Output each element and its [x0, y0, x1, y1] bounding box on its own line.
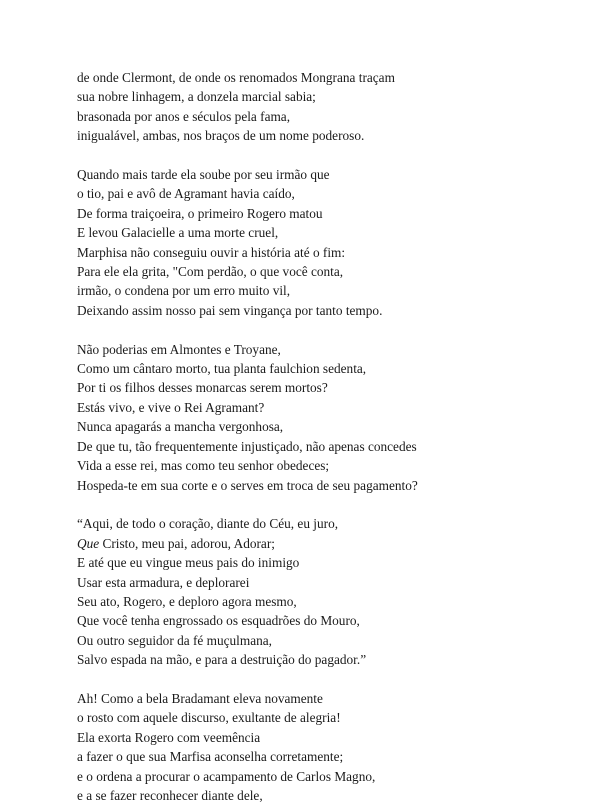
verse-line: irmão, o condena por um erro muito vil,	[77, 283, 291, 299]
stanza-1	[77, 68, 587, 146]
verse-line: Como um cântaro morto, tua planta faulchion sedenta,	[77, 361, 367, 377]
verse-line: e a se fazer reconhecer diante dele,	[77, 787, 263, 803]
stanza-3	[77, 340, 587, 495]
verse-line: Marphisa não conseguiu ouvir a história até o fim:	[77, 244, 346, 260]
verse-line: “Aqui, de todo o coração, diante do Céu, eu juro,	[77, 516, 339, 532]
verse-line: Que você tenha engrossado os esquadrões do Mouro,	[77, 613, 360, 629]
verse-line: Deixando assim nosso pai sem vingança por tanto tempo.	[77, 302, 383, 318]
verse-line: Estás vivo, e vive o Rei Agramant?	[77, 399, 265, 415]
verse-line-with-italic	[77, 534, 587, 553]
italic-word: Que	[77, 535, 100, 551]
stanza-2	[77, 165, 587, 320]
verse-line: o tio, pai e avô de Agramant havia caído,	[77, 186, 295, 202]
verse-line: Não poderias em Almontes e Troyane,	[77, 341, 281, 357]
verse-line-rest: Cristo, meu pai, adorou, Adorar;	[99, 535, 275, 551]
verse-line: Ou outro seguidor da fé muçulmana,	[77, 632, 272, 648]
verse-line: Salvo espada na mão, e para a destruição do pagador.”	[77, 652, 367, 668]
verse-line: o rosto com aquele discurso, exultante de alegria!	[77, 710, 341, 726]
verse-line: sua nobre linhagem, a donzela marcial sabia;	[77, 89, 316, 105]
poem-text	[77, 68, 587, 805]
verse-line: De que tu, tão frequentemente injustiçado, não apenas concedes	[77, 438, 417, 454]
verse-line: De forma traiçoeira, o primeiro Rogero matou	[77, 205, 323, 221]
verse-line: Nunca apagarás a mancha vergonhosa,	[77, 419, 284, 435]
verse-line: Hospeda-te em sua corte e o serves em troca de seu pagamento?	[77, 477, 418, 493]
verse-line: Quando mais tarde ela soube por seu irmão que	[77, 167, 330, 183]
verse-line: Ela exorta Rogero com veemência	[77, 729, 261, 745]
verse-line: Para ele ela grita, "Com perdão, o que você conta,	[77, 264, 344, 280]
verse-line: e o ordena a procurar o acampamento de Carlos Magno,	[77, 768, 376, 784]
verse-line: Usar esta armadura, e deplorarei	[77, 574, 250, 590]
verse-line: brasonada por anos e séculos pela fama,	[77, 108, 291, 124]
verse-line: Por ti os filhos desses monarcas serem mortos?	[77, 380, 328, 396]
verse-line: de onde Clermont, de onde os renomados Mongrana traçam	[77, 70, 395, 85]
verse-line: E levou Galacielle a uma morte cruel,	[77, 225, 279, 241]
verse-line: E até que eu vingue meus pais do inimigo	[77, 555, 300, 571]
stanza-4	[77, 514, 587, 669]
stanza-5	[77, 689, 587, 805]
verse-line: inigualável, ambas, nos braços de um nome poderoso.	[77, 128, 365, 144]
verse-line: a fazer o que sua Marfisa aconselha corretamente;	[77, 749, 344, 765]
verse-line: Ah! Como a bela Bradamant eleva novamente	[77, 690, 323, 706]
verse-line: Vida a esse rei, mas como teu senhor obedeces;	[77, 458, 330, 474]
verse-line: Seu ato, Rogero, e deploro agora mesmo,	[77, 593, 297, 609]
